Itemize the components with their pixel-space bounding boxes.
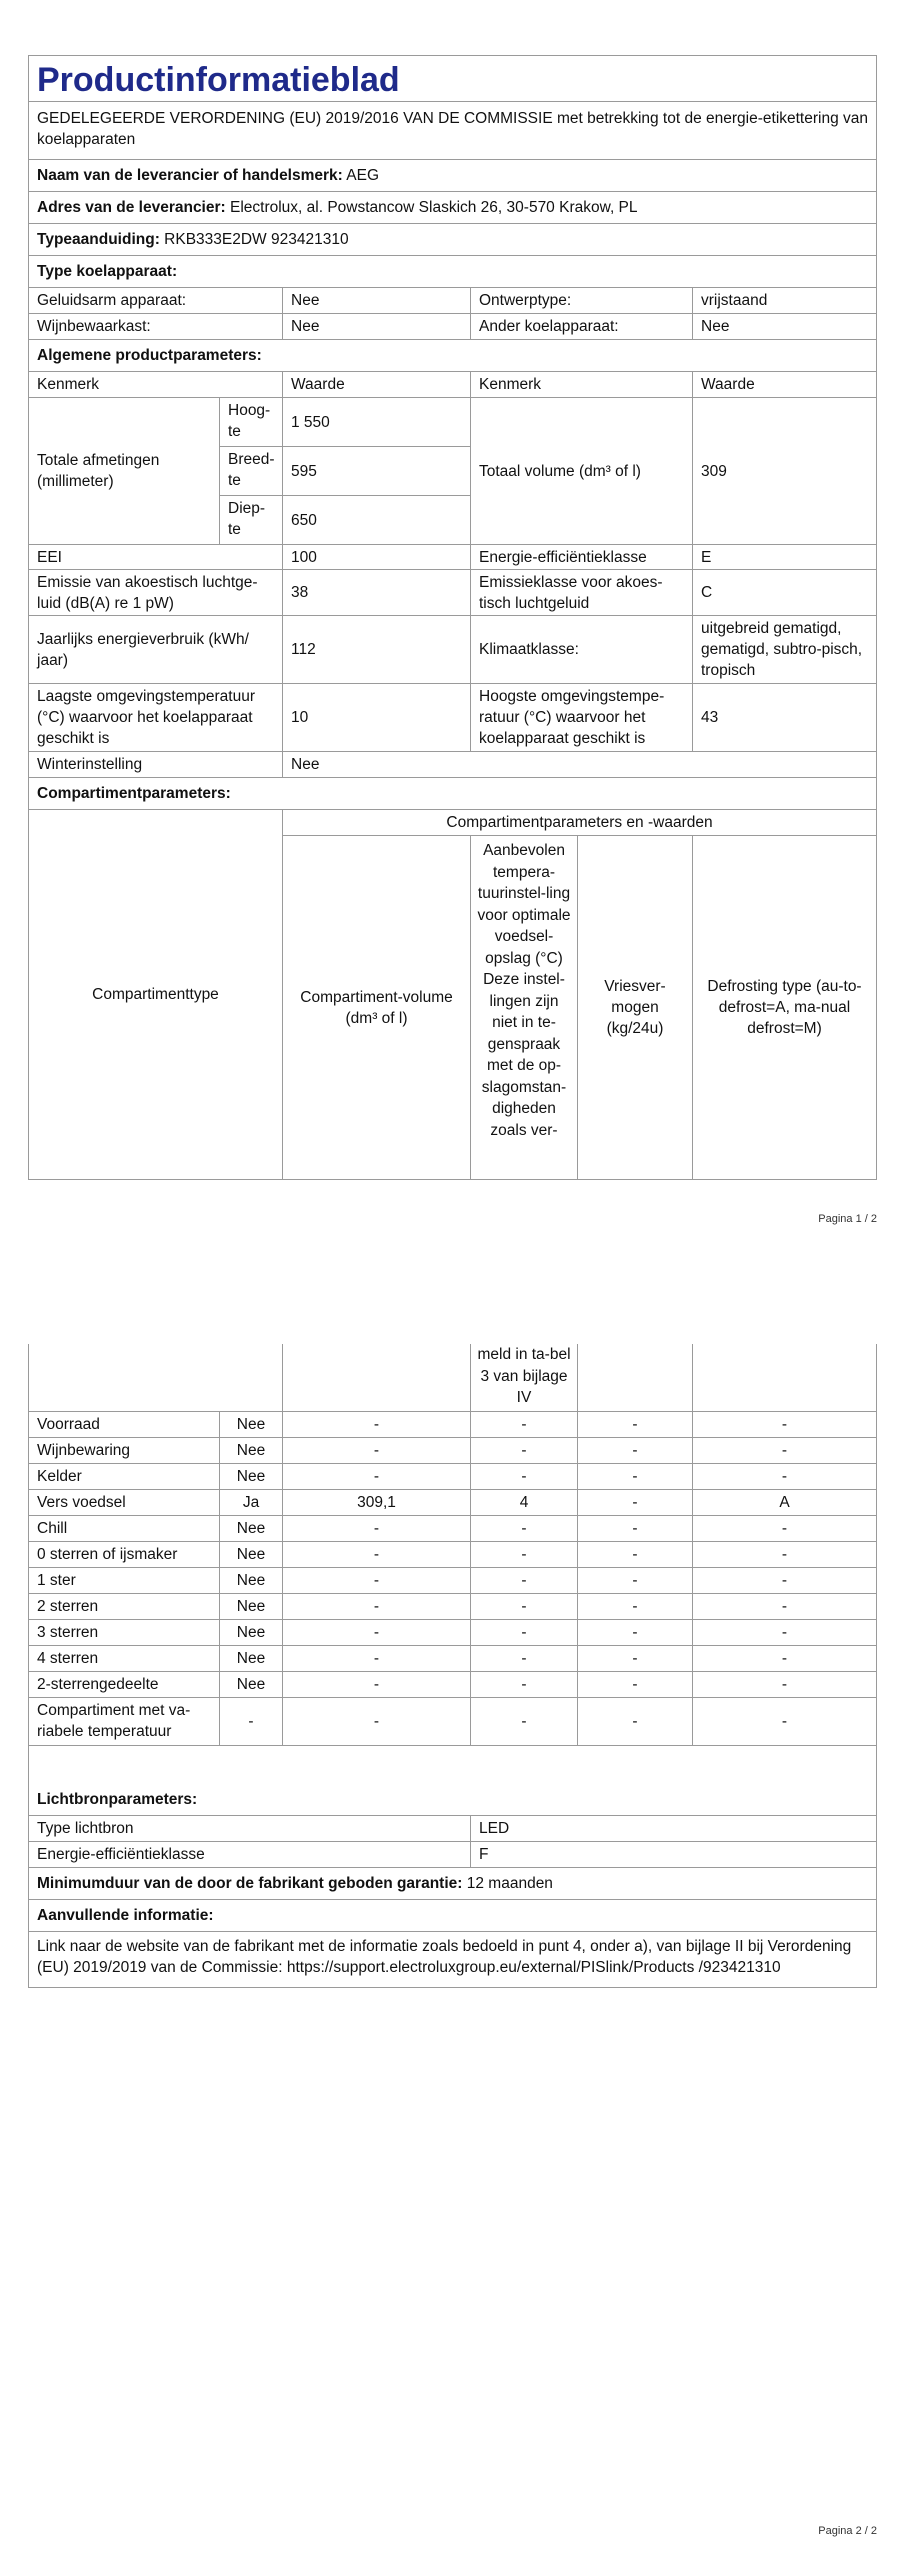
light-heading-row	[29, 1784, 876, 1816]
compartment-defrost: -	[692, 1438, 876, 1463]
type-heading: Type koelapparaat:	[37, 263, 178, 280]
extra-heading-row	[29, 1900, 876, 1932]
compartment-defrost: -	[692, 1464, 876, 1489]
param-value: 10	[282, 684, 470, 751]
param-key: Jaarlijks energieverbruik (kWh/ jaar)	[37, 630, 249, 669]
param-key: Emissie van akoestisch luchtge-luid (dB(A) re 1 pW)	[37, 574, 258, 612]
compartment-temp: 4	[470, 1490, 577, 1515]
compartment-row	[29, 1542, 876, 1568]
compartment-volume: -	[282, 1542, 470, 1567]
column-header: Kenmerk	[37, 376, 100, 393]
regulation-row	[29, 102, 876, 160]
width-value: 595	[282, 447, 470, 496]
compartment-row	[29, 1490, 876, 1516]
param-key: EEI	[37, 549, 62, 566]
param-value: 43	[692, 684, 876, 751]
winter-row	[29, 752, 876, 778]
height-value: 1 550	[282, 398, 470, 447]
compartment-row	[29, 1568, 876, 1594]
title-row	[29, 56, 876, 102]
param-value: 112	[282, 616, 470, 683]
compartment-volume: -	[282, 1672, 470, 1697]
type-value: vrijstaand	[692, 288, 876, 313]
compartment-present: -	[219, 1698, 282, 1745]
compartment-present: Nee	[219, 1594, 282, 1619]
compartment-volume: -	[282, 1568, 470, 1593]
light-heading: Lichtbronparameters:	[37, 1791, 198, 1808]
extra-info-row	[29, 1932, 876, 1988]
compartment-temp: -	[470, 1542, 577, 1567]
compartment-row	[29, 1698, 876, 1746]
compartment-defrost: -	[692, 1698, 876, 1745]
general-row	[29, 545, 876, 570]
address-label: Adres van de leverancier:	[37, 199, 226, 216]
light-row	[29, 1816, 876, 1842]
compartment-name: Wijnbewaring	[37, 1442, 131, 1459]
compartment-name: 3 sterren	[37, 1624, 99, 1641]
column-header: Kenmerk	[470, 372, 692, 397]
type-heading-row	[29, 256, 876, 288]
light-row	[29, 1842, 876, 1868]
supplier-row	[29, 160, 876, 192]
compartment-volume: -	[282, 1594, 470, 1619]
compartment-freeze: -	[577, 1672, 692, 1697]
light-key: Type lichtbron	[37, 1820, 134, 1837]
light-value: F	[470, 1842, 876, 1867]
compartment-name: Vers voedsel	[37, 1494, 126, 1511]
compartment-freeze: -	[577, 1516, 692, 1541]
compartment-defrost: -	[692, 1542, 876, 1567]
type-value: Nee	[282, 314, 470, 339]
warranty-row	[29, 1868, 876, 1900]
param-value: C	[692, 570, 876, 615]
param-value: E	[692, 545, 876, 569]
param-key: Emissieklasse voor akoes-tisch luchtgeluid	[470, 570, 692, 615]
type-key: Geluidsarm apparaat:	[37, 292, 187, 309]
compartment-temp: -	[470, 1412, 577, 1437]
warranty-label: Minimumduur van de door de fabrikant geboden garantie:	[37, 1875, 463, 1892]
compartment-freeze: -	[577, 1438, 692, 1463]
compartment-volume: -	[282, 1516, 470, 1541]
compartment-volume: -	[282, 1620, 470, 1645]
param-value: 38	[282, 570, 470, 615]
compartment-row	[29, 1438, 876, 1464]
volume-value: 309	[692, 398, 876, 544]
compartment-defrost: -	[692, 1568, 876, 1593]
compartment-group-header: Compartimentparameters en -waarden	[282, 810, 876, 836]
compartment-temp: -	[470, 1594, 577, 1619]
param-key: Klimaatklasse:	[470, 616, 692, 683]
compartment-freeze: -	[577, 1464, 692, 1489]
supplier-value: AEG	[346, 167, 380, 184]
page-2	[0, 1330, 905, 2560]
temperature-column-header-continued: meld in ta-bel 3 van bijlage IV	[470, 1344, 577, 1411]
compartment-name: 1 ster	[37, 1572, 76, 1589]
model-label: Typeaanduiding:	[37, 231, 160, 248]
compartment-temp: -	[470, 1698, 577, 1745]
page-number: Pagina 1 / 2	[818, 1213, 877, 1225]
type-row	[29, 288, 876, 314]
param-value: uitgebreid gematigd, gematigd, subtro-pisch, tropisch	[692, 616, 876, 683]
compartment-volume: -	[282, 1698, 470, 1745]
height-label: Hoog-te	[219, 398, 282, 447]
compartment-row	[29, 1412, 876, 1438]
page-number: Pagina 2 / 2	[818, 2525, 877, 2537]
compartment-defrost: -	[692, 1672, 876, 1697]
compartment-row	[29, 1516, 876, 1542]
general-row	[29, 684, 876, 752]
volume-label: Totaal volume (dm³ of l)	[470, 398, 692, 544]
compartment-name: Kelder	[37, 1468, 82, 1485]
warranty-value: 12 maanden	[466, 1875, 553, 1892]
address-row	[29, 192, 876, 224]
compartment-row	[29, 1646, 876, 1672]
compartment-temp: -	[470, 1620, 577, 1645]
compartment-present: Nee	[219, 1542, 282, 1567]
winter-label: Winterinstelling	[37, 756, 143, 773]
compartment-header-continuation	[29, 1344, 876, 1412]
light-key: Energie-efficiëntieklasse	[37, 1846, 205, 1863]
model-value: RKB333E2DW 923421310	[164, 231, 349, 248]
compartment-temp: -	[470, 1516, 577, 1541]
param-key: Laagste omgevingstemperatuur (°C) waarvoor het koelapparaat geschikt is	[37, 688, 255, 747]
compartment-present: Nee	[219, 1412, 282, 1437]
compartment-present: Ja	[219, 1490, 282, 1515]
compartment-row	[29, 1594, 876, 1620]
temperature-column-header: Aanbevolen tempera-tuurinstel-ling voor optimale voedsel-opslag (°C) Deze instel-lingen zijn niet in te-genspraak met de op-slagomstan-digheden zoals ver-	[470, 836, 577, 1179]
volume-column-header: Compartiment-volume (dm³ of l)	[282, 836, 470, 1179]
freeze-column-header: Vriesver-mogen (kg/24u)	[577, 836, 692, 1179]
type-key: Wijnbewaarkast:	[37, 318, 151, 335]
param-value: 100	[282, 545, 470, 569]
extra-info-text: Link naar de website van de fabrikant met de informatie zoals bedoeld in punt 4, onder a), van bijlage II bij Verordening (EU) 2019/2019 van de Commissie: https://support.electroluxgroup.eu/external/PISlink/Products /923421310	[37, 1938, 852, 1976]
compartment-defrost: A	[692, 1490, 876, 1515]
compartment-name: 0 sterren of ijsmaker	[37, 1546, 178, 1563]
compartment-present: Nee	[219, 1646, 282, 1671]
compartment-defrost: -	[692, 1412, 876, 1437]
compartment-defrost: -	[692, 1620, 876, 1645]
compartment-freeze: -	[577, 1490, 692, 1515]
compartment-present: Nee	[219, 1516, 282, 1541]
compartment-name: Compartiment met va-riabele temperatuur	[37, 1702, 191, 1740]
compartment-volume: 309,1	[282, 1490, 470, 1515]
depth-value: 650	[282, 496, 470, 545]
model-row	[29, 224, 876, 256]
general-heading-row	[29, 340, 876, 372]
light-value: LED	[470, 1816, 876, 1841]
compartment-name: 2-sterrengedeelte	[37, 1676, 159, 1693]
compartment-present: Nee	[219, 1620, 282, 1645]
dimensions-label: Totale afmetingen (millimeter)	[37, 452, 160, 490]
compartment-volume: -	[282, 1464, 470, 1489]
page-1	[0, 0, 905, 1240]
compartment-name: 4 sterren	[37, 1650, 99, 1667]
general-heading: Algemene productparameters:	[37, 347, 262, 364]
column-header: Waarde	[692, 372, 876, 397]
compartment-name: 2 sterren	[37, 1598, 99, 1615]
compartment-defrost: -	[692, 1516, 876, 1541]
address-value: Electrolux, al. Powstancow Slaskich 26, 30-570 Krakow, PL	[230, 199, 638, 216]
compartment-freeze: -	[577, 1646, 692, 1671]
compartment-type-header: Compartimenttype	[92, 986, 219, 1003]
supplier-label: Naam van de leverancier of handelsmerk:	[37, 167, 343, 184]
product-sheet-table-page-1	[28, 55, 877, 1180]
compartment-volume: -	[282, 1438, 470, 1463]
compartment-temp: -	[470, 1646, 577, 1671]
compartment-volume: -	[282, 1646, 470, 1671]
regulation-text: GEDELEGEERDE VERORDENING (EU) 2019/2016 VAN DE COMMISSIE met betrekking tot de energie-etikettering van koelapparaten	[37, 110, 869, 148]
compartment-freeze: -	[577, 1568, 692, 1593]
compartment-present: Nee	[219, 1464, 282, 1489]
general-row	[29, 570, 876, 616]
param-key: Hoogste omgevingstempe-ratuur (°C) waarvoor het koelapparaat geschikt is	[470, 684, 692, 751]
compartment-freeze: -	[577, 1620, 692, 1645]
compartment-present: Nee	[219, 1568, 282, 1593]
page-title: Productinformatieblad	[37, 61, 400, 99]
compartment-temp: -	[470, 1438, 577, 1463]
dimensions-block	[29, 398, 876, 545]
compartment-name: Voorraad	[37, 1416, 100, 1433]
compartment-defrost: -	[692, 1594, 876, 1619]
product-sheet-table-page-2	[28, 1344, 877, 1988]
type-value: Nee	[282, 288, 470, 313]
compartment-heading: Compartimentparameters:	[37, 785, 231, 802]
compartment-present: Nee	[219, 1672, 282, 1697]
type-key: Ander koelapparaat:	[470, 314, 692, 339]
compartment-present: Nee	[219, 1438, 282, 1463]
winter-value: Nee	[282, 752, 876, 777]
type-key: Ontwerptype:	[470, 288, 692, 313]
compartment-temp: -	[470, 1568, 577, 1593]
general-header-row	[29, 372, 876, 398]
column-header: Waarde	[282, 372, 470, 397]
compartment-temp: -	[470, 1464, 577, 1489]
compartment-row	[29, 1672, 876, 1698]
extra-heading: Aanvullende informatie:	[37, 1907, 214, 1924]
compartment-heading-row	[29, 778, 876, 810]
compartment-freeze: -	[577, 1698, 692, 1745]
compartment-freeze: -	[577, 1412, 692, 1437]
compartment-freeze: -	[577, 1594, 692, 1619]
type-row	[29, 314, 876, 340]
type-value: Nee	[692, 314, 876, 339]
compartment-row	[29, 1464, 876, 1490]
compartment-volume: -	[282, 1412, 470, 1437]
param-key: Energie-efficiëntieklasse	[470, 545, 692, 569]
general-row	[29, 616, 876, 684]
defrost-column-header: Defrosting type (au-to-defrost=A, ma-nual defrost=M)	[692, 836, 876, 1179]
compartment-freeze: -	[577, 1542, 692, 1567]
compartment-row	[29, 1620, 876, 1646]
compartment-defrost: -	[692, 1646, 876, 1671]
compartment-header-block	[29, 810, 876, 1179]
width-label: Breed-te	[219, 447, 282, 496]
depth-label: Diep-te	[219, 496, 282, 545]
compartment-temp: -	[470, 1672, 577, 1697]
compartment-name: Chill	[37, 1520, 68, 1537]
